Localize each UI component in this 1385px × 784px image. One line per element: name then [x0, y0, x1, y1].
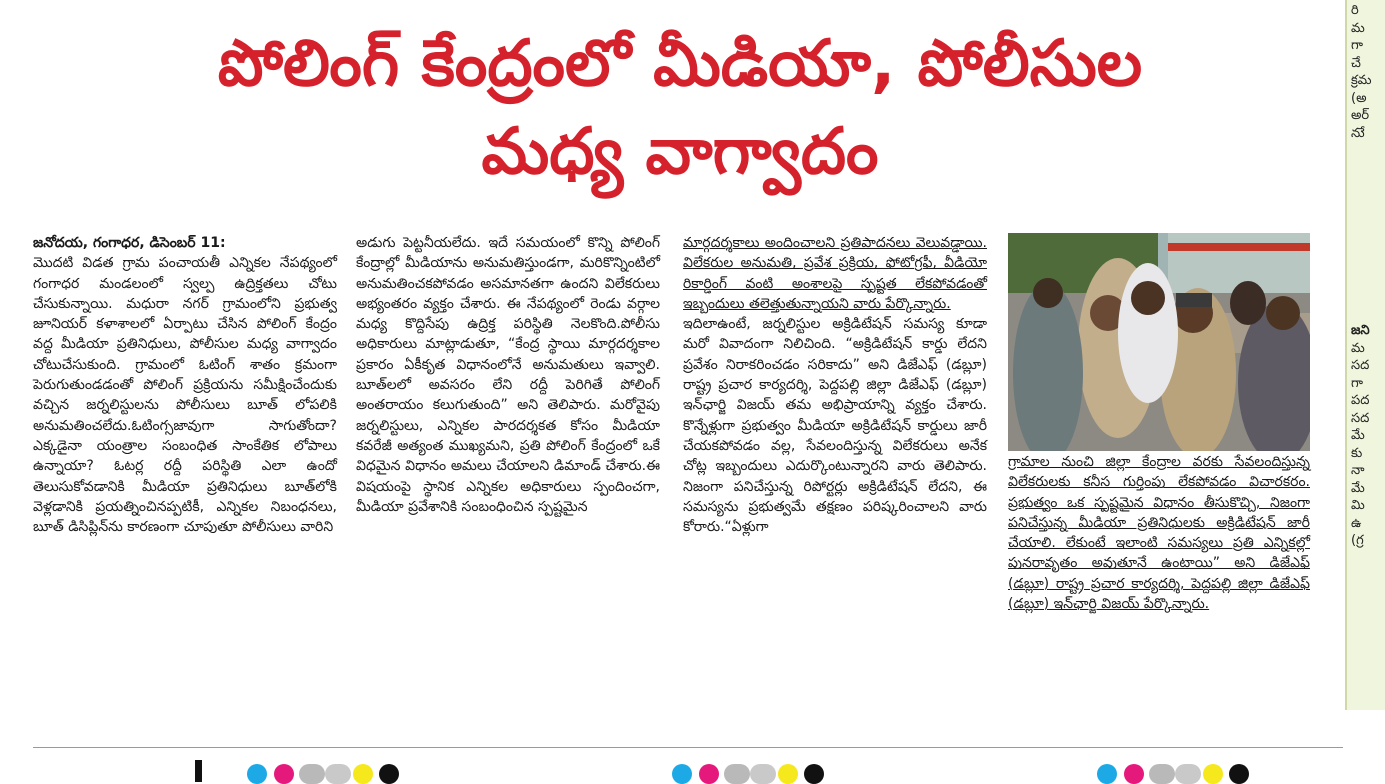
black-dot — [804, 764, 824, 784]
side-line: పద — [1351, 393, 1370, 408]
page-divider — [33, 747, 1343, 748]
article-column-3 — [683, 233, 987, 537]
gray-dot — [1175, 764, 1201, 784]
magenta-dot — [699, 764, 719, 784]
black-dot — [1229, 764, 1249, 784]
side-line: నుే — [1351, 125, 1365, 141]
column-2-text: అడుగు పెట్టనీయలేదు. ఇదే సమయంలో కొన్ని పోలింగ్ కేంద్రాల్లో మీడియాను అనుమతిస్తుండగా, మరికొన్నింటిలో అనుమతించకపోవడం అసమానతగా ఉందని విలేకరులు అభ్యంతరం వ్యక్తం చేశారు. ఈ నేపథ్యంలో రెండు వర్గాల మధ్య కొద్దిసేపు ఉద్రిక్త పరిస్థితి నెలకొంది.పోలీసు అధికారులు మాట్లాడుతూ, “కేంద్ర స్థాయి మార్గదర్శకాల ప్రకారం ఏకీకృత విధానంలోనే అనుమతులు ఇవ్వాలి. బూత్‌లలో అవసరం లేని రద్దీ పెరిగితే పోలింగ్ అంతరాయం కలుగుతుంది” అని తెలిపారు. మరోవైపు జర్నలిస్టులు, ఎన్నికల పారదర్శకత కోసం మీడియా కవరేజీ అత్యంత ముఖ్యమని, ప్రతి పోలింగ్ కేంద్రంలో ఒకే విధమైన విధానం అమలు చేయాలని డిమాండ్ చేశారు.ఈ విషయంపై స్థానిక ఎన్నికల అధికారులు స్పందించగా, మీడియా ప్రవేశానికి సంబంధించిన స్పష్టమైన — [356, 235, 660, 515]
column-3-underlined-text: మార్గదర్శకాలు అందించాలని ప్రతిపాదనలు వెలువడ్డాయి. విలేకరుల అనుమతి, ప్రవేశ ప్రక్రియ, ఫోటోగ్రఫీ, వీడియో రికార్డింగ్ వంటి అంశాలపై స్పష్టత లేకపోవడంతో ఇబ్బందులు తలెత్తుతున్నాయని వారు పేర్కొన్నారు. — [683, 235, 987, 312]
dateline: జనోదయ, గంగాధర, డిసెంబర్ 11: — [33, 235, 226, 251]
news-photo — [1008, 233, 1310, 451]
side-line: మి — [1351, 498, 1365, 513]
side-line: క్రమ — [1351, 73, 1372, 88]
side-line: గా — [1351, 375, 1363, 391]
side-line: చే — [1351, 55, 1361, 71]
column-4-text: గ్రామాల నుంచి జిల్లా కేంద్రాల వరకు సేవలందిస్తున్న విలేకరులకు కనీస గుర్తింపు లేకపోవడం విచారకరం. ప్రభుత్వం ఒక స్పష్టమైన విధానం తీసుకొచ్చి, నిజంగా పనిచేస్తున్న మీడియా ప్రతినిధులకు అక్రిడిటేషన్ జారీ చేయాలి. లేకుంటే ఇలాంటి సమస్యలు ప్రతి ఎన్నికల్లో పునరావృతం అవుతూనే ఉంటాయి” అని డిజేఎఫ్ (డబ్లూ) రాష్ట్ర ప్రచార కార్యదర్శి, పెద్దపల్లి జిల్లా డిజేఎఫ్ (డబ్లూ) ఇన్‌ఛార్జి విజయ్ పేర్కొన్నారు. — [1008, 454, 1310, 613]
photo-illustration — [1008, 233, 1310, 451]
side-line: గా — [1351, 38, 1363, 53]
side-line: (గ్ర — [1351, 533, 1364, 548]
magenta-dot — [274, 764, 294, 784]
side-dateline: జని — [1351, 323, 1370, 338]
side-line: అర్ — [1351, 108, 1370, 123]
side-line: మే — [1351, 428, 1365, 443]
gray-dot — [299, 764, 325, 784]
cyan-dot — [247, 764, 267, 784]
article-column-4 — [1008, 452, 1310, 614]
magenta-dot — [1124, 764, 1144, 784]
side-line: మే — [1351, 480, 1365, 496]
headline — [30, 20, 1330, 196]
adjacent-article-strip — [1345, 0, 1385, 710]
yellow-dot — [778, 764, 798, 784]
crop-mark — [195, 760, 202, 782]
column-3-text: ఇదిలాఉంటే, జర్నలిస్టుల అక్రిడిటేషన్ సమస్య కూడా మరో వివాదంగా నిలిచింది. “అక్రిడిటేషన్ కార్డు లేదని ప్రవేశం నిరాకరించడం సరికాదు” అని డిజేఎఫ్ (డబ్లూ) రాష్ట్ర ప్రచార కార్యదర్శి, పెద్దపల్లి జిల్లా డిజేఎఫ్ (డబ్లూ) ఇన్‌ఛార్జి విజయ్ తమ అభిప్రాయాన్ని వ్యక్తం చేశారు. కొన్నేళ్లుగా ప్రభుత్వం మీడియా అక్రిడిటేషన్ కార్డులు జారీ చేయకపోవడం వల్ల, సేవలందిస్తున్న విలేకరులు అనేక చోట్ల ఇబ్బందులు ఎదుర్కొంటున్నారని వారు తెలిపారు. నిజంగా పనిచేస్తున్న రిపోర్టర్లు అక్రిడిటేషన్ లేదని, ఈ సమస్యను ప్రభుత్వమే తక్షణం పరిష్కరించాలని వారు కోరారు.“ఏళ్లుగా — [683, 316, 987, 536]
gray-dot — [1149, 764, 1175, 784]
yellow-dot — [1203, 764, 1223, 784]
black-dot — [379, 764, 399, 784]
gray-dot — [325, 764, 351, 784]
side-line: నా — [1351, 463, 1365, 478]
article-column-2 — [356, 233, 660, 517]
cyan-dot — [1097, 764, 1117, 784]
gray-dot — [724, 764, 750, 784]
article-column-1 — [33, 233, 337, 537]
side-line: రి — [1351, 3, 1359, 18]
headline-line-2: మధ్య వాగ్వాదం — [481, 115, 879, 189]
side-line: కు — [1351, 445, 1363, 461]
column-1-text: మొదటి విడత గ్రామ పంచాయతీ ఎన్నికల నేపథ్యంలో గంగాధర మండలంలో స్వల్ప ఉద్రిక్తతలు చోటు చేసుకున్నాయి. మధురా నగర్ గ్రామంలోని ప్రభుత్వ జూనియర్ కళాశాలలో ఏర్పాటు చేసిన పోలింగ్ కేంద్రం వద్ద మీడియా ప్రతినిధులు, పోలీసుల మధ్య వాగ్వాదం చోటుచేసుకుంది. గ్రామంలో ఓటింగ్ శాతం క్రమంగా పెరుగుతుండడంతో పోలింగ్ ప్రక్రియను సమీక్షించేందుకు వచ్చిన జర్నలిస్టులను పోలీసులు బూత్ లోపలికి అనుమతించలేదు.ఓటింగ్సజావుగా సాగుతోందా? ఎక్కడైనా యంత్రాల సంబంధిత సాంకేతిక లోపాలు ఉన్నాయా? ఓటర్ల రద్దీ పరిస్థితి ఎలా ఉందో తెలుసుకోవడానికి మీడియా ప్రతినిధులు బూత్‌లోకి వెళ్లడానికి ప్రయత్నించినప్పటికీ, ఎన్నికల నిబంధనలు, బూత్ డిసిప్లిన్‌ను కారణంగా చూపుతూ పోలీసులు వారిని — [33, 255, 337, 536]
side-line: (అ — [1351, 90, 1367, 106]
cyan-dot — [672, 764, 692, 784]
side-line: మ — [1351, 340, 1365, 356]
yellow-dot — [353, 764, 373, 784]
side-line: సద — [1351, 358, 1370, 373]
side-line: సద — [1351, 410, 1370, 426]
side-line: మ — [1351, 20, 1365, 36]
headline-line-1: పోలింగ్ కేంద్రంలో మీడియా, పోలీసుల — [217, 27, 1143, 101]
side-gap — [1351, 142, 1372, 322]
side-line: ఉ — [1351, 515, 1362, 531]
gray-dot — [750, 764, 776, 784]
